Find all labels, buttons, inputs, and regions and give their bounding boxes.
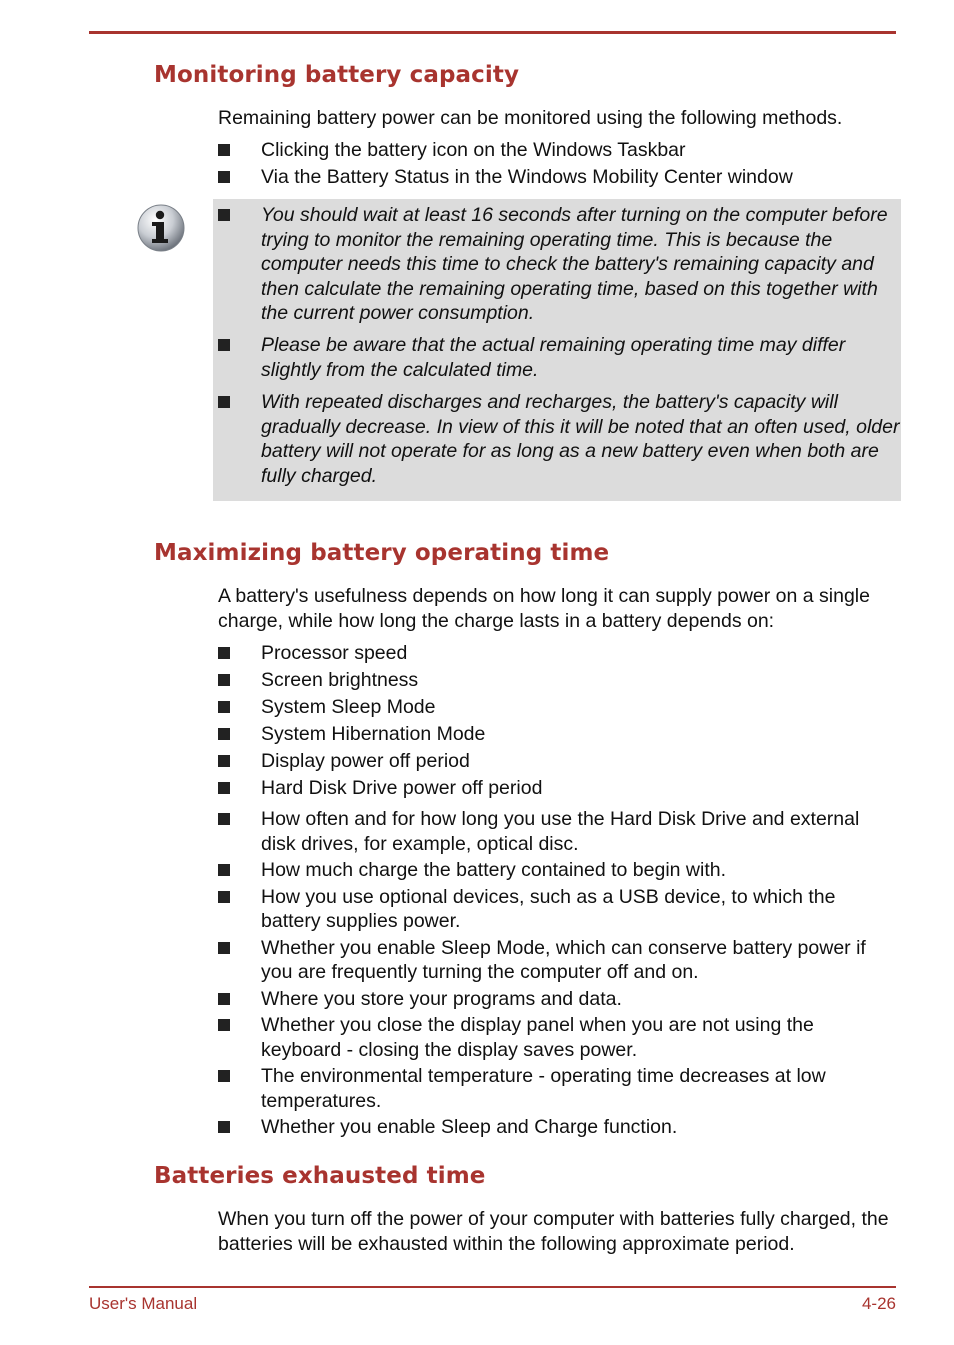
list-item: Processor speed [218, 641, 898, 666]
bullet-square-icon [218, 144, 230, 156]
info-icon [136, 203, 186, 253]
list-item: Via the Battery Status in the Windows Mobility Center window [218, 165, 898, 190]
footer-manual-title: User's Manual [89, 1294, 198, 1313]
list-item: Clicking the battery icon on the Windows Taskbar [218, 138, 898, 163]
header-rule [89, 31, 896, 34]
bullet-square-icon [218, 1121, 230, 1133]
footer-page-number: 4-26 [861, 1294, 896, 1313]
list-item: Hard Disk Drive power off period [218, 776, 898, 801]
section-title-exhausted: Batteries exhausted time [154, 1163, 486, 1189]
footer-rule [89, 1286, 896, 1288]
bullet-square-icon [218, 891, 230, 903]
list-item: Please be aware that the actual remaining operating time may differ slightly from the calculated time. [218, 333, 900, 382]
factors-list-short [218, 641, 898, 801]
list-item: How often and for how long you use the Hard Disk Drive and external disk drives, for example, optical disc. [218, 807, 898, 856]
list-item: How much charge the battery contained to begin with. [218, 858, 898, 883]
note-list [218, 203, 900, 488]
bullet-square-icon [218, 993, 230, 1005]
note-box [213, 199, 901, 501]
monitoring-methods-list [218, 138, 898, 190]
bullet-square-icon [218, 813, 230, 825]
bullet-square-icon [218, 1070, 230, 1082]
bullet-square-icon [218, 782, 230, 794]
list-item: You should wait at least 16 seconds after turning on the computer before trying to monitor the remaining operating time. This is because the computer needs this time to check the battery's remaining capacity and then calculate the remaining operating time, based on this together with the current power consumption. [218, 203, 900, 326]
section-title-monitoring: Monitoring battery capacity [154, 62, 520, 88]
maximizing-intro: A battery's usefulness depends on how long it can supply power on a single charge, while how long the charge lasts in a battery depends on: [218, 585, 870, 632]
list-item: With repeated discharges and recharges, the battery's capacity will gradually decrease. In view of this it will be noted that an often used, older battery will not operate for as long as a new battery even when both are fully charged. [218, 390, 900, 488]
list-item: Where you store your programs and data. [218, 987, 898, 1012]
bullet-square-icon [218, 942, 230, 954]
factors-list-long [218, 807, 898, 1140]
bullet-square-icon [218, 647, 230, 659]
bullet-square-icon [218, 396, 230, 408]
bullet-square-icon [218, 209, 230, 221]
bullet-square-icon [218, 864, 230, 876]
list-item: Whether you close the display panel when you are not using the keyboard - closing the display saves power. [218, 1013, 898, 1062]
exhausted-intro: When you turn off the power of your computer with batteries fully charged, the batteries will be exhausted within the following approximate period. [218, 1208, 889, 1255]
monitoring-intro: Remaining battery power can be monitored using the following methods. [218, 107, 843, 129]
section-title-maximizing: Maximizing battery operating time [154, 540, 610, 566]
bullet-square-icon [218, 339, 230, 351]
bullet-square-icon [218, 728, 230, 740]
list-item: Display power off period [218, 749, 898, 774]
list-item: System Sleep Mode [218, 695, 898, 720]
list-item: Screen brightness [218, 668, 898, 693]
list-item: Whether you enable Sleep and Charge function. [218, 1115, 898, 1140]
bullet-square-icon [218, 755, 230, 767]
bullet-square-icon [218, 674, 230, 686]
bullet-square-icon [218, 171, 230, 183]
bullet-square-icon [218, 701, 230, 713]
list-item: The environmental temperature - operating time decreases at low temperatures. [218, 1064, 898, 1113]
bullet-square-icon [218, 1019, 230, 1031]
list-item: How you use optional devices, such as a USB device, to which the battery supplies power. [218, 885, 898, 934]
list-item: Whether you enable Sleep Mode, which can conserve battery power if you are frequently turning the computer off and on. [218, 936, 898, 985]
list-item: System Hibernation Mode [218, 722, 898, 747]
